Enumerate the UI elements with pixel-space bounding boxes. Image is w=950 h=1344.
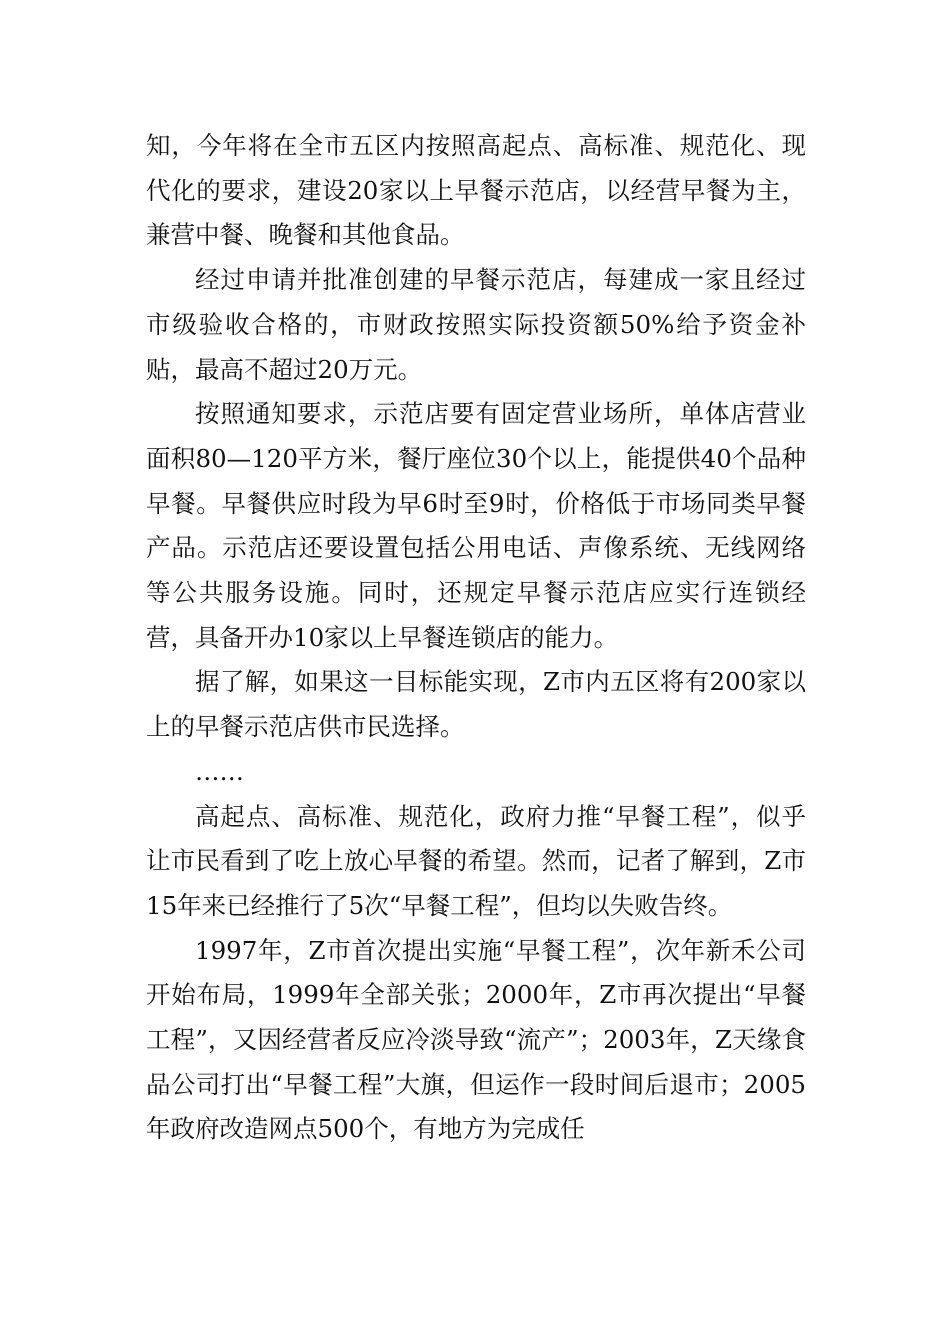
paragraph-history-intro: 高起点、高标准、规范化，政府力推“早餐工程”，似乎让市民看到了吃上放心早餐的希望。然而，记者了解到，Z市15年来已经推行了5次“早餐工程”，但均以失败告终。 bbox=[146, 801, 806, 920]
document-body bbox=[146, 124, 806, 1152]
paragraph-ellipsis: …… bbox=[195, 756, 244, 786]
paragraph-outlook: 据了解，如果这一目标能实现，Z市内五区将有200家以上的早餐示范店供市民选择。 bbox=[146, 667, 806, 742]
paragraph-continuation: 知，今年将在全市五区内按照高起点、高标准、规范化、现代化的要求，建设20家以上早餐示范店，以经营早餐为主，兼营中餐、晚餐和其他食品。 bbox=[146, 131, 806, 250]
paragraph-requirements: 按照通知要求，示范店要有固定营业场所，单体店营业面积80—120平方米，餐厅座位30个以上，能提供40个品种早餐。早餐供应时段为早6时至9时，价格低于市场同类早餐产品。示范店还要设置包括公用电话、声像系统、无线网络等公共服务设施。同时，还规定早餐示范店应实行连锁经营，具备开办10家以上早餐连锁店的能力。 bbox=[146, 399, 806, 652]
paragraph-history-detail: 1997年，Z市首次提出实施“早餐工程”，次年新禾公司开始布局，1999年全部关张；2000年，Z市再次提出“早餐工程”，又因经营者反应冷淡导致“流产”；2003年，Z天缘食品公司打出“早餐工程”大旗，但运作一段时间后退市；2005年政府改造网点500个，有地方为完成任 bbox=[146, 935, 806, 1144]
paragraph-subsidy: 经过申请并批准创建的早餐示范店，每建成一家且经过市级验收合格的，市财政按照实际投资额50%给予资金补贴，最高不超过20万元。 bbox=[146, 265, 806, 384]
